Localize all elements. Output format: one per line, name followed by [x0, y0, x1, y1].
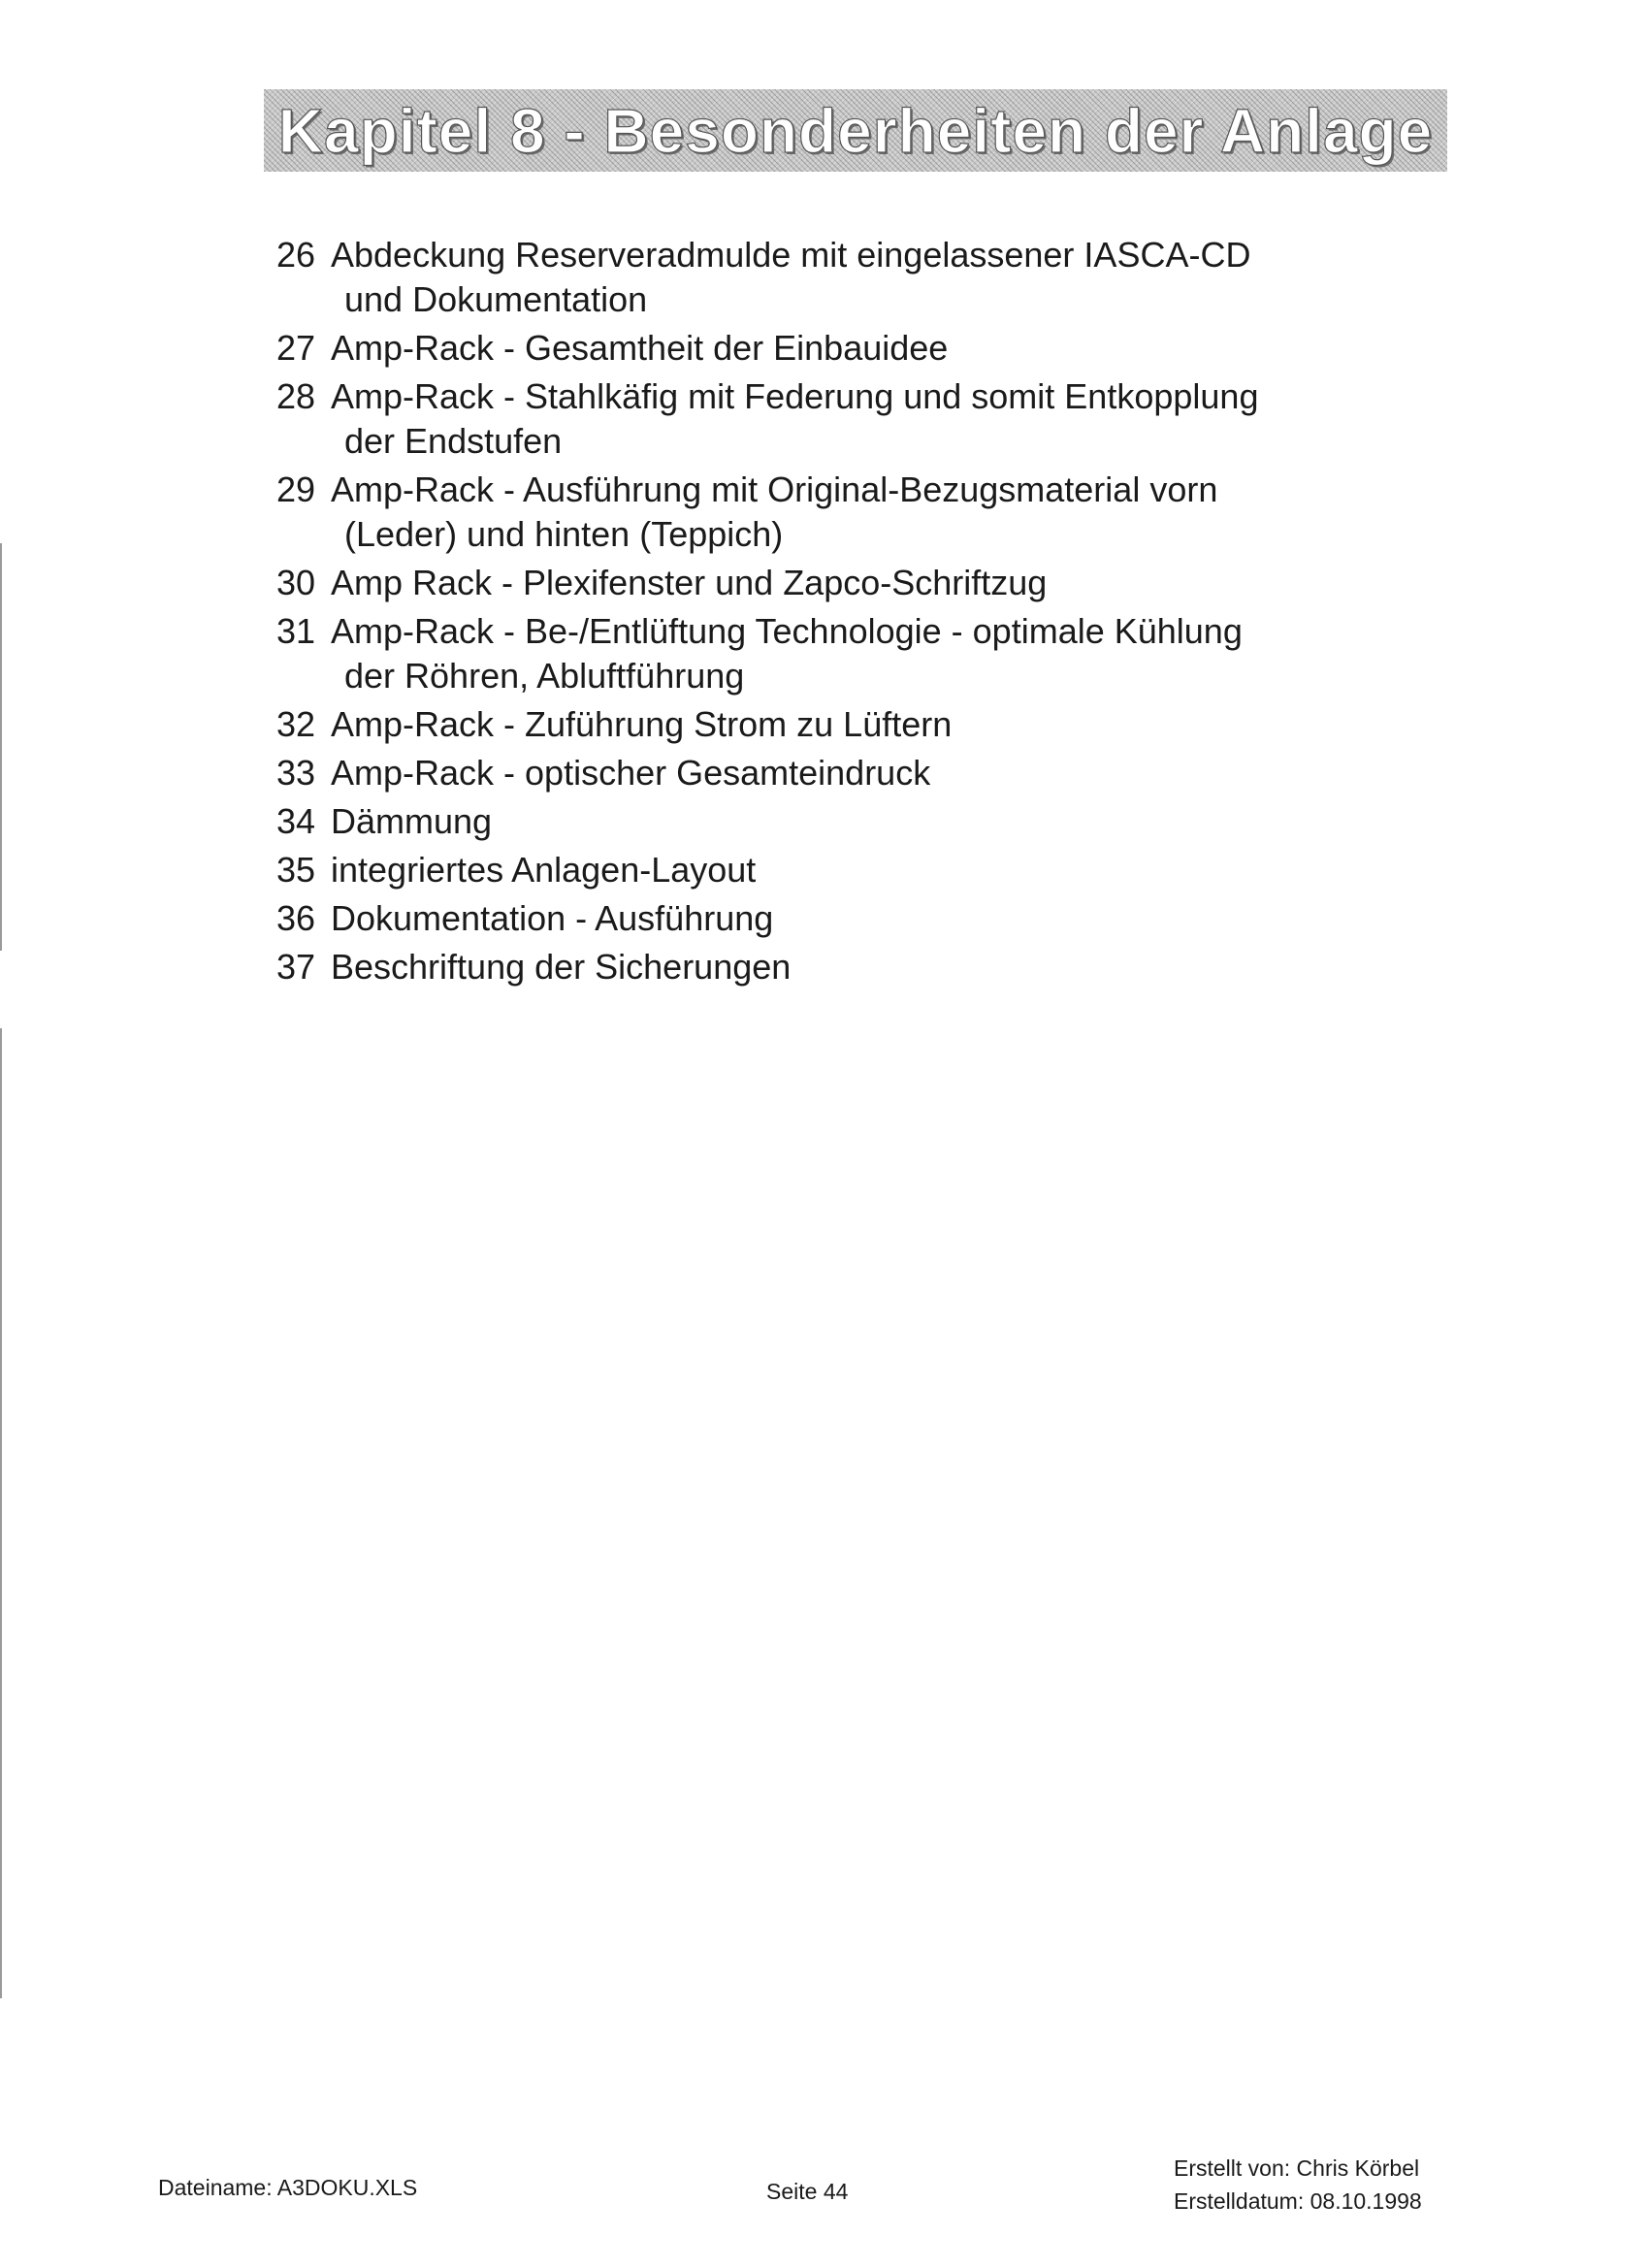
item-text: [331, 799, 1440, 844]
item-line: Amp-Rack - Be-/Entlüftung Technologie - optimale Kühlung: [331, 611, 1243, 651]
footer-filename: Dateiname: A3DOKU.XLS: [158, 2175, 418, 2200]
chapter-title: Kapitel 8 - Besonderheiten der Anlage: [277, 95, 1434, 166]
footer-author-block: [1174, 2152, 1422, 2218]
list-item: [276, 896, 1440, 941]
item-line: Dämmung: [331, 801, 493, 841]
item-text: [331, 233, 1440, 322]
item-text: [331, 468, 1440, 557]
item-line-continued: (Leder) und hinten (Teppich): [344, 514, 784, 554]
item-line: Beschriftung der Sicherungen: [331, 947, 792, 987]
footer-date: Erstelldatum: 08.10.1998: [1174, 2188, 1422, 2214]
list-item: [276, 799, 1440, 844]
item-number: 30: [276, 563, 316, 602]
item-line: Amp-Rack - optischer Gesamteindruck: [331, 753, 931, 793]
list-item: [276, 468, 1440, 557]
item-number: 35: [276, 850, 316, 890]
scan-edge-mark: [0, 1028, 2, 1998]
item-line: Amp-Rack - Ausführung mit Original-Bezugsmaterial vorn: [331, 470, 1218, 509]
item-text: [331, 326, 1440, 371]
item-line: Amp-Rack - Zuführung Strom zu Lüftern: [331, 704, 953, 744]
item-text: [331, 896, 1440, 941]
list-item: [276, 326, 1440, 371]
item-line: Amp-Rack - Gesamtheit der Einbauidee: [331, 328, 949, 368]
item-number: 33: [276, 753, 316, 793]
item-text: [331, 561, 1440, 605]
list-item: [276, 561, 1440, 605]
item-number: 26: [276, 235, 316, 275]
item-line-continued: der Endstufen: [344, 421, 563, 461]
item-text: [331, 945, 1440, 989]
item-number: 37: [276, 947, 316, 987]
item-text: [331, 848, 1440, 892]
list-item: [276, 702, 1440, 747]
item-text: [331, 751, 1440, 795]
item-line: Abdeckung Reserveradmulde mit eingelassener IASCA-CD: [331, 235, 1251, 275]
list-item: [276, 374, 1440, 464]
list-item: [276, 233, 1440, 322]
item-number: 31: [276, 611, 316, 651]
item-number: 34: [276, 801, 316, 841]
footer-page-number: Seite 44: [766, 2179, 849, 2204]
list-item: [276, 848, 1440, 892]
chapter-banner: [264, 89, 1447, 172]
item-list: [276, 233, 1440, 993]
item-number: 28: [276, 376, 316, 416]
item-line: Dokumentation - Ausführung: [331, 898, 774, 938]
item-line-continued: und Dokumentation: [344, 279, 648, 319]
footer-author: Erstellt von: Chris Körbel: [1174, 2155, 1420, 2181]
scan-edge-mark: [0, 543, 2, 951]
list-item: [276, 751, 1440, 795]
list-item: [276, 609, 1440, 698]
item-text: [331, 374, 1440, 464]
item-line: integriertes Anlagen-Layout: [331, 850, 757, 890]
item-text: [331, 609, 1440, 698]
item-number: 32: [276, 704, 316, 744]
item-line: Amp Rack - Plexifenster und Zapco-Schriftzug: [331, 563, 1048, 602]
item-number: 27: [276, 328, 316, 368]
item-number: 36: [276, 898, 316, 938]
item-line-continued: der Röhren, Abluftführung: [344, 656, 745, 696]
item-number: 29: [276, 470, 316, 509]
item-text: [331, 702, 1440, 747]
item-line: Amp-Rack - Stahlkäfig mit Federung und somit Entkopplung: [331, 376, 1259, 416]
list-item: [276, 945, 1440, 989]
